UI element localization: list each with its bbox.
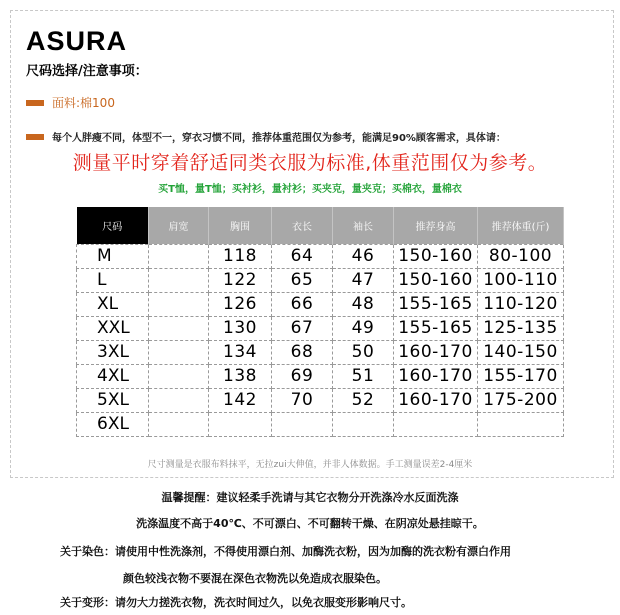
chest-cell: 122 [209,268,272,292]
sleeve-cell: 48 [333,292,394,316]
weight-cell: 175-200 [478,388,564,412]
size-cell: M [77,244,149,268]
height-cell: 150-160 [394,244,478,268]
table-row [77,268,564,292]
height-cell: 150-160 [394,268,478,292]
fabric-note [26,94,115,111]
sleeve-cell: 46 [333,244,394,268]
height-cell: 155-165 [394,316,478,340]
care-tip-dye: 关于染色：请使用中性洗涤剂，不得使用漂白剂、加酶洗衣粉，因为加酶的洗衣粉有漂白作用 [60,545,511,558]
chest-cell: 138 [209,364,272,388]
header-sleeve: 袖长 [333,207,394,244]
length-cell: 65 [272,268,333,292]
fit-notice-text: 每个人胖瘦不同，体型不一，穿衣习惯不同，推荐体重范围仅为参考，能满足90%顾客需求，具体请： [52,133,506,144]
size-chart-header-row [77,207,564,244]
header-size: 尺码 [77,207,149,244]
height-cell: 155-165 [394,292,478,316]
weight-cell: 80-100 [478,244,564,268]
weight-cell: 140-150 [478,340,564,364]
weight-cell: 155-170 [478,364,564,388]
table-row [77,340,564,364]
sleeve-cell: 52 [333,388,394,412]
shoulder-cell [149,340,209,364]
size-cell: XL [77,292,149,316]
sleeve-cell: 50 [333,340,394,364]
shoulder-cell [149,292,209,316]
fabric-text: 面料:棉100 [52,96,115,110]
fit-notice [26,129,506,144]
shoulder-cell [149,316,209,340]
care-tip-temperature: 洗涤温度不高于40℃、不可漂白、不可翻转干燥、在阴凉处悬挂晾干。 [136,517,484,530]
table-row [77,292,564,316]
weight-cell: 100-110 [478,268,564,292]
size-chart-table [76,207,564,437]
measurement-tip: 买T恤，量T恤；买衬衫，量衬衫；买夹克，量夹克；买棉衣，量棉衣 [158,184,462,195]
height-cell [394,412,478,436]
length-cell: 66 [272,292,333,316]
size-cell: 4XL [77,364,149,388]
length-cell [272,412,333,436]
table-row [77,388,564,412]
brand-logo: ASURA [26,26,128,56]
chest-cell: 126 [209,292,272,316]
header-length: 衣长 [272,207,333,244]
header-shoulder: 肩宽 [149,207,209,244]
sleeve-cell [333,412,394,436]
size-cell: L [77,268,149,292]
sleeve-cell: 47 [333,268,394,292]
header-weight: 推荐体重(斤) [478,207,564,244]
shoulder-cell [149,412,209,436]
chest-cell: 142 [209,388,272,412]
page-subtitle: 尺码选择/注意事项： [26,64,148,79]
size-cell: 5XL [77,388,149,412]
size-cell: XXL [77,316,149,340]
length-cell: 70 [272,388,333,412]
measurement-warning: 测量平时穿着舒适同类衣服为标准,体重范围仅为参考。 [72,152,548,174]
size-cell: 3XL [77,340,149,364]
height-cell: 160-170 [394,388,478,412]
table-row [77,244,564,268]
length-cell: 68 [272,340,333,364]
chest-cell: 130 [209,316,272,340]
bullet-bar-icon [26,134,44,140]
weight-cell: 110-120 [478,292,564,316]
height-cell: 160-170 [394,340,478,364]
chest-cell: 118 [209,244,272,268]
shoulder-cell [149,268,209,292]
care-tip-deformation: 关于变形：请勿大力搓洗衣物，洗衣时间过久，以免衣服变形影响尺寸。 [60,596,412,609]
care-tip-wash: 温馨提醒：建议轻柔手洗请与其它衣物分开洗涤冷水反面洗涤 [161,491,459,504]
chest-cell: 134 [209,340,272,364]
table-row [77,316,564,340]
sleeve-cell: 51 [333,364,394,388]
length-cell: 69 [272,364,333,388]
length-cell: 67 [272,316,333,340]
length-cell: 64 [272,244,333,268]
height-cell: 160-170 [394,364,478,388]
size-cell: 6XL [77,412,149,436]
weight-cell: 125-135 [478,316,564,340]
table-row [77,364,564,388]
shoulder-cell [149,244,209,268]
header-chest: 胸围 [209,207,272,244]
shoulder-cell [149,388,209,412]
shoulder-cell [149,364,209,388]
measurement-disclaimer: 尺寸测量是衣服布料抹平，无拉zui大伸值，并非人体数据。手工测量误差2-4厘米 [147,460,473,470]
care-tip-dye-continued: 颜色较浅衣物不要混在深色衣物洗以免造成衣服染色。 [123,572,387,585]
bullet-bar-icon [26,100,44,106]
chest-cell [209,412,272,436]
table-row [77,412,564,436]
weight-cell [478,412,564,436]
sleeve-cell: 49 [333,316,394,340]
header-height: 推荐身高 [394,207,478,244]
